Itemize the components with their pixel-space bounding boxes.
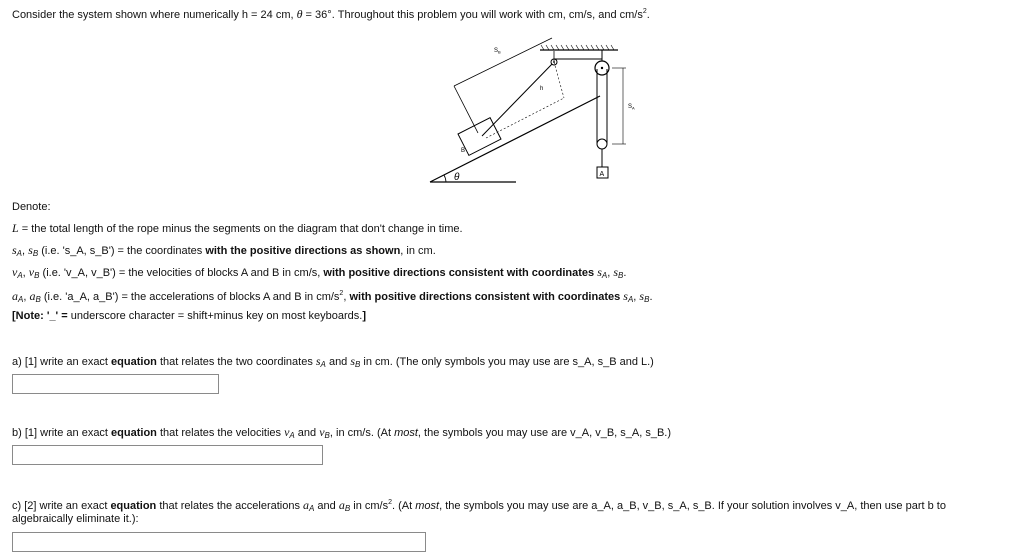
question-c-text-2: algebraically eliminate it.): xyxy=(12,513,139,525)
denote-a: $a_A$, $a_B$ (i.e. 'a_A, a_B') = the accelerations of blocks A and B in $cm/s^2$, with positive directions consistent with coordinates $s_A$, $s_B$. xyxy=(12,289,653,304)
denote-heading: Denote: xyxy=(12,201,51,213)
s-text1: (i.e. 's_A, s_B') = the coordinates xyxy=(38,245,206,257)
denote-note: [Note: '_' = underscore character = shift+minus key on most keyboards.] xyxy=(12,310,367,322)
block-a-label: A xyxy=(599,171,605,178)
incline-surface xyxy=(430,96,600,182)
theta-symbol: θ xyxy=(296,7,303,21)
sb-label: $S_B$ xyxy=(494,48,501,55)
answer-c-input[interactable] xyxy=(12,532,426,552)
answer-a-input[interactable] xyxy=(12,374,219,394)
a-text1: (i.e. 'a_A, a_B') = the accelerations of blocks A and B in cm/s xyxy=(40,291,340,303)
denote-s: $s_A$, $s_B$ (i.e. 's_A, s_B') = the coordinates with the positive directions as shown, in cm. xyxy=(12,243,436,258)
block-b-label: B xyxy=(461,148,466,154)
question-c-text: c) [2] write an exact equation that relates the accelerations $a_A$ and $a_B$ in $cm/s^2$. (At most, the symbols you may use are a_A, a_B, v_B, s_A, s_B. If your solution involves v_A, then use part b to xyxy=(12,498,946,513)
intro-prefix: Consider the system shown where numerically h = 24 cm, xyxy=(12,9,297,21)
pulley-lower xyxy=(597,139,607,149)
intro-line xyxy=(12,5,650,22)
denote-v: $v_A$, $v_B$ (i.e. 'v_A, v_B') = the velocities of blocks A and B in cm/s, with positive directions consistent with coordinates $s_A$, $s_B$. xyxy=(12,265,627,280)
a-bold: with positive directions consistent with coordinates xyxy=(349,291,621,303)
v-text1: (i.e. 'v_A, v_B') = the velocities of blocks A and B in cm/s, xyxy=(39,267,324,279)
degree-symbol: ° xyxy=(327,9,332,21)
sa-label: $S_A$ xyxy=(628,104,635,111)
denote-L xyxy=(12,221,463,236)
intro-superscript: 2 xyxy=(642,8,647,15)
L-text: = the total length of the rope minus the segments on the diagram that don't change in time. xyxy=(18,223,463,235)
answer-b-input[interactable] xyxy=(12,445,323,465)
theta-value: = 36 xyxy=(302,9,328,21)
s-bold: with the positive directions as shown xyxy=(205,245,401,257)
question-b-text: b) [1] write an exact equation that relates the velocities $v_A$ and $v_B$, in cm/s. (At most, the symbols you may use are v_A, v_B, s_A, s_B.) xyxy=(12,425,672,440)
question-a-text: a) [1] write an exact equation that relates the two coordinates $s_A$ and $s_B$ in cm. (The only symbols you may use are s_A, s_B and L.) xyxy=(12,354,654,369)
s-text2: , in cm. xyxy=(400,245,436,257)
intro-suffix: . Throughout this problem you will work with cm, cm/s, and cm/s xyxy=(331,9,643,21)
theta-label: θ xyxy=(454,172,460,183)
L-symbol: L xyxy=(12,221,19,235)
h-label: h xyxy=(540,86,544,92)
pulley-incline-diagram xyxy=(420,36,640,188)
intro-end: . xyxy=(646,9,650,21)
ceiling-hatch xyxy=(541,45,614,50)
sb-extension-line xyxy=(454,86,478,133)
h-dash-vertical xyxy=(554,62,564,98)
v-bold: with positive directions consistent with coordinates xyxy=(323,267,595,279)
theta-arc xyxy=(444,175,446,182)
h-dash-incline xyxy=(486,98,564,138)
